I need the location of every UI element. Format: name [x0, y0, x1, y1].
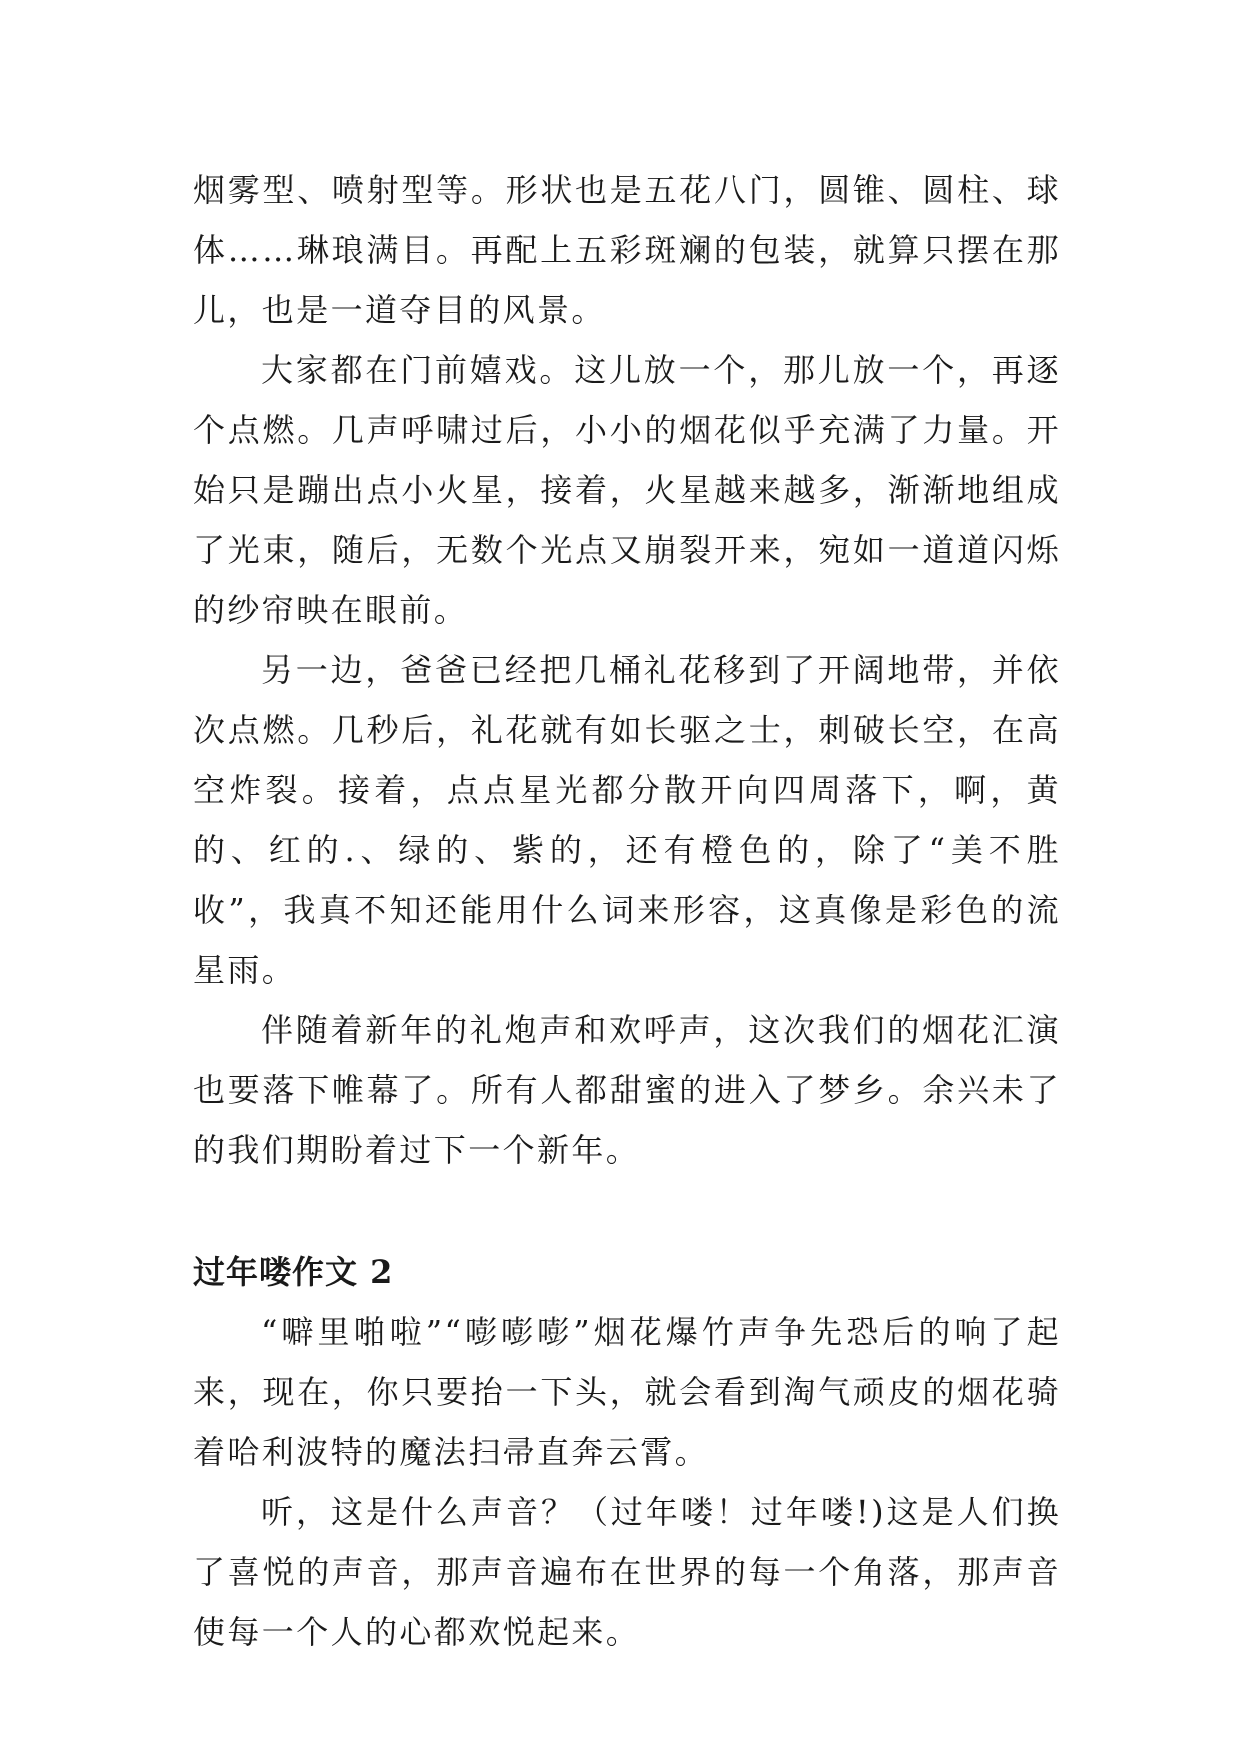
paragraph-firecracker-sounds: “噼里啪啦”“嘭嘭嘭”烟花爆竹声争先恐后的响了起来，现在，你只要抬一下头，就会看到淘气顽皮的烟花骑着哈利波特的魔法扫帚直奔云霄。 — [193, 1313, 1061, 1471]
paragraph-listen: 听，这是什么声音？（过年喽！过年喽!)这是人们换了喜悦的声音，那声音遍布在世界的每一个角落，那声音使每一个人的心都欢悦起来。 — [193, 1493, 1061, 1651]
essay-heading: 过年喽作文 2 — [193, 1253, 394, 1291]
paragraph-playing-at-door: 大家都在门前嬉戏。这儿放一个，那儿放一个，再逐个点燃。几声呼啸过后，小小的烟花似乎充满了力量。开始只是蹦出点小火星，接着，火星越来越多，渐渐地组成了光束，随后，无数个光点又崩裂开来，宛如一道道闪烁的纱帘映在眼前。 — [193, 351, 1061, 629]
paragraph-ending: 伴随着新年的礼炮声和欢呼声，这次我们的烟花汇演也要落下帷幕了。所有人都甜蜜的进入了梦乡。余兴未了的我们期盼着过下一个新年。 — [193, 1011, 1061, 1169]
document-page — [193, 160, 1061, 1662]
paragraph-dad-fireworks: 另一边，爸爸已经把几桶礼花移到了开阔地带，并依次点燃。几秒后，礼花就有如长驱之士，刺破长空，在高空炸裂。接着，点点星光都分散开向四周落下，啊，黄的、红的.、绿的、紫的，还有橙色的，除了“美不胜收”，我真不知还能用什么词来形容，这真像是彩色的流星雨。 — [193, 651, 1061, 989]
paragraph-continued: 烟雾型、喷射型等。形状也是五花八门，圆锥、圆柱、球体……琳琅满目。再配上五彩斑斓的包装，就算只摆在那儿，也是一道夺目的风景。 — [193, 171, 1061, 329]
